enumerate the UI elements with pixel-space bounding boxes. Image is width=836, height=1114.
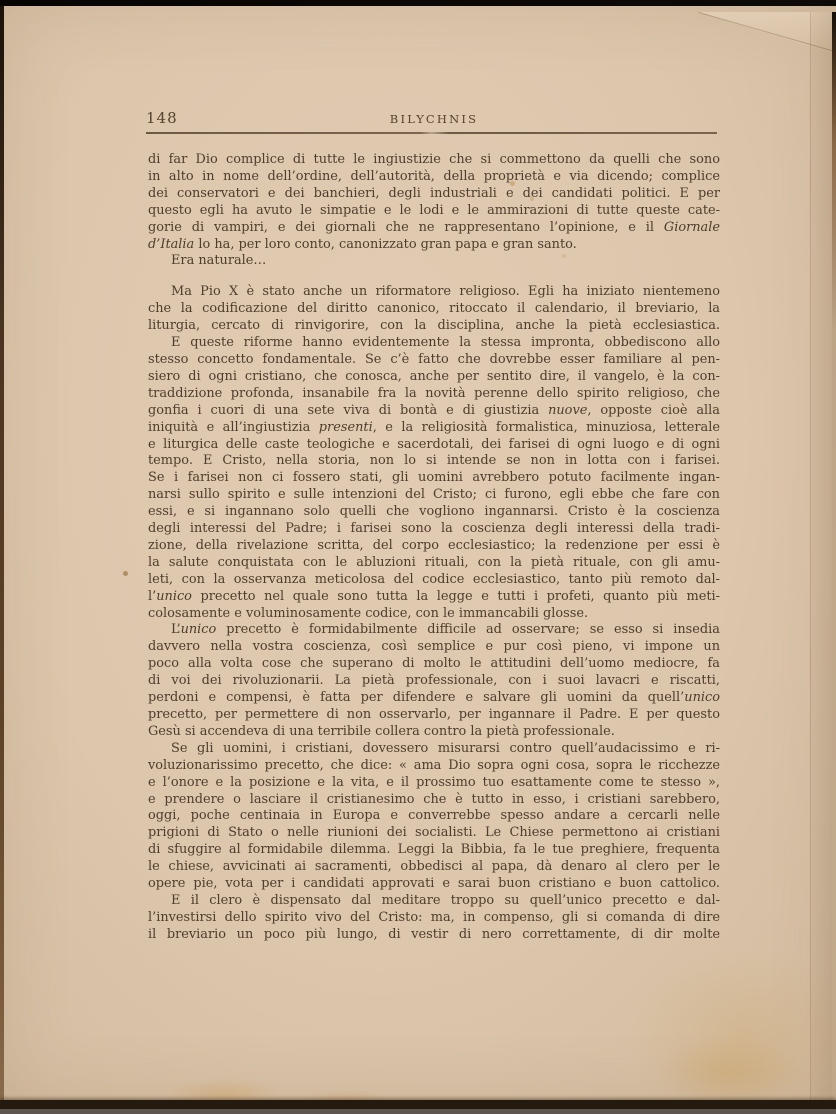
text-line bbox=[148, 724, 720, 741]
text-segment: di voi dei rivoluzionarii. La pietà professionale, con i suoi lavacri e riscatti, bbox=[148, 673, 720, 689]
text-segment: stesso concetto fondamentale. Se c’è fatto che dovrebbe esser familiare al pen- bbox=[148, 351, 720, 367]
text-line bbox=[148, 775, 720, 792]
text-line bbox=[148, 403, 720, 420]
text-line bbox=[148, 284, 720, 301]
text-segment: narsi sullo spirito e sulle intenzioni del Cristo; ci furono, egli ebbe che fare con bbox=[148, 487, 720, 503]
text-line bbox=[148, 538, 720, 555]
text-segment: E queste riforme hanno evidentemente la stessa impronta, obbediscono allo bbox=[171, 335, 720, 351]
text-line bbox=[148, 487, 720, 504]
text-line bbox=[148, 237, 720, 254]
text-line bbox=[148, 589, 720, 606]
text-line bbox=[148, 606, 720, 623]
text-segment: perdoni e compensi, è fatta per difendere e salvare gli uomini da quell’ bbox=[148, 690, 685, 706]
text-line bbox=[148, 318, 720, 335]
text-segment: gonfia i cuori di una sete viva di bontà e di giustizia bbox=[148, 402, 549, 418]
text-line bbox=[148, 203, 720, 220]
text-line bbox=[148, 792, 720, 809]
text-line bbox=[148, 876, 720, 893]
text-line bbox=[148, 186, 720, 203]
text-line bbox=[148, 690, 720, 707]
italic-text: unico bbox=[156, 588, 192, 604]
text-line bbox=[148, 152, 720, 169]
text-segment: e prendere o lasciare il cristianesimo che è tutto in esso, i cristiani sarebbero, bbox=[148, 791, 720, 807]
text-segment: oggi, poche centinaia in Europa e converrebbe spesso andare a cercarli nelle bbox=[148, 808, 720, 824]
text-segment: l’investirsi dello spirito vivo del Cristo: ma, in compenso, gli si comanda di dire bbox=[148, 909, 720, 925]
scan-background-top bbox=[0, 0, 836, 6]
text-segment: L’ bbox=[171, 622, 181, 638]
text-line bbox=[148, 220, 720, 237]
text-line bbox=[148, 521, 720, 538]
italic-text: d’Italia bbox=[148, 236, 195, 252]
text-segment: davvero nella vostra coscienza, così semplice e pur così pieno, vi impone un bbox=[148, 639, 720, 655]
margin-dot-mark bbox=[123, 571, 128, 576]
text-segment: Gesù si accendeva di una terribile collera contro la pietà professionale. bbox=[148, 723, 615, 739]
text-line bbox=[148, 741, 720, 758]
text-line bbox=[148, 639, 720, 656]
text-line bbox=[148, 504, 720, 521]
text-segment: lo ha, per loro conto, canonizzato gran papa e gran santo. bbox=[194, 236, 577, 252]
text-segment: dei conservatori e dei banchieri, degli industriali e dei candidati politici. E per bbox=[148, 185, 720, 201]
text-segment: degli interessi del Padre; i farisei sono la coscienza degli interessi della tradi- bbox=[148, 521, 720, 537]
text-segment: di far Dio complice di tutte le ingiustizie che si commettono da quelli che sono bbox=[148, 152, 720, 167]
text-segment: poco alla volta cose che superano di molto le attitudini dell’uomo mediocre, fa bbox=[148, 656, 720, 672]
text-segment: iniquità e all’ingiustizia bbox=[148, 419, 319, 435]
text-line bbox=[148, 859, 720, 876]
text-segment: Se gli uomini, i cristiani, dovessero misurarsi contro quell’audacissimo e ri- bbox=[171, 740, 720, 756]
text-line bbox=[148, 301, 720, 318]
text-segment: tempo. E Cristo, nella storia, non lo si intende se non in lotta con i farisei. bbox=[148, 453, 720, 469]
text-segment: traddizione profonda, insanabile fra la novità perenne dello spirito religioso, che bbox=[148, 385, 720, 401]
text-segment: prigioni di Stato o nelle riunioni dei socialisti. Le Chiese permettono ai cristiani bbox=[148, 825, 720, 841]
foxing-stain bbox=[654, 1036, 804, 1106]
text-line bbox=[148, 470, 720, 487]
text-line bbox=[148, 808, 720, 825]
text-line bbox=[148, 927, 720, 944]
text-line bbox=[148, 707, 720, 724]
italic-text: unico bbox=[180, 622, 217, 638]
text-line bbox=[148, 673, 720, 690]
text-segment: voluzionarissimo precetto, che dice: « ama Dio sopra ogni cosa, sopra le ricchezze bbox=[148, 757, 720, 773]
text-segment: e l’onore e la posizione e la vita, e il prossimo tuo esattamente come te stesso », bbox=[148, 774, 720, 790]
text-segment: le chiese, avvicinati ai sacramenti, obbedisci al papa, dà denaro al clero per le bbox=[148, 859, 720, 875]
text-line bbox=[148, 352, 720, 369]
text-line bbox=[148, 253, 720, 270]
header-rule bbox=[146, 132, 717, 134]
text-segment: opere pie, vota per i candidati approvati e sarai buon cristiano e buon cattolico. bbox=[148, 876, 720, 892]
text-line bbox=[148, 910, 720, 927]
left-page-edge bbox=[0, 6, 4, 1104]
text-segment: siero di ogni cristiano, che conosca, anche per sentito dire, il vangelo, è la con- bbox=[148, 368, 720, 384]
right-edge-shade bbox=[811, 12, 832, 1106]
text-segment: precetto nel quale sono tutta la legge e tutti i profeti, quanto più meti- bbox=[191, 588, 720, 604]
text-segment: di sfuggire al formidabile dilemma. Leggi la Bibbia, fa le tue preghiere, frequenta bbox=[148, 842, 720, 858]
scan-background-bottom bbox=[0, 1109, 836, 1114]
text-segment: liturgia, cercato di rinvigorire, con la disciplina, anche la pietà ecclesiastica. bbox=[148, 318, 720, 334]
text-line bbox=[148, 555, 720, 572]
text-segment: E il clero è dispensato dal meditare troppo su quell’unico precetto e dal- bbox=[171, 892, 720, 908]
text-segment: l’ bbox=[148, 588, 157, 604]
text-line bbox=[148, 420, 720, 437]
text-segment: Ma Pio X è stato anche un riformatore religioso. Egli ha iniziato nientemeno bbox=[171, 284, 720, 300]
text-segment: essi, e si ingannano solo quelli che vogliono ingannarsi. Cristo è la coscienza bbox=[148, 504, 720, 520]
text-line bbox=[148, 842, 720, 859]
text-segment: Se i farisei non ci fossero stati, gli uomini avrebbero potuto facilmente ingan- bbox=[148, 470, 720, 486]
text-segment: e liturgica delle caste teologiche e sacerdotali, dei farisei di ogni luogo e di ogni bbox=[148, 436, 720, 452]
text-line bbox=[148, 893, 720, 910]
italic-text: Giornale bbox=[663, 219, 720, 235]
italic-text: nuove bbox=[548, 402, 588, 418]
text-segment: che la codificazione del diritto canonico, ritoccato il calendario, il breviario, la bbox=[148, 301, 720, 317]
right-page-edge bbox=[832, 12, 836, 1106]
text-segment: Era naturale… bbox=[171, 253, 267, 269]
text-line bbox=[148, 758, 720, 775]
text-segment: , e la religiosità formalistica, minuziosa, letterale bbox=[372, 419, 720, 435]
text-segment: questo egli ha avuto le simpatie e le lodi e le ammirazioni di tutte queste cate- bbox=[148, 202, 720, 218]
text-segment: la salute conquistata con le abluzioni rituali, con la pietà rituale, con gli amu- bbox=[148, 554, 720, 570]
bottom-page-edge bbox=[0, 1100, 836, 1109]
text-line bbox=[148, 622, 720, 639]
italic-text: presenti bbox=[318, 419, 373, 435]
text-line bbox=[148, 369, 720, 386]
text-segment: leti, con la osservanza meticolosa del codice ecclesiastico, tanto più remoto dal- bbox=[148, 571, 720, 587]
text-segment: zione, della rivelazione scritta, del corpo ecclesiastico; la redenzione per essi è bbox=[148, 537, 720, 553]
text-segment: colosamente e voluminosamente codice, con le immancabili glosse. bbox=[148, 605, 589, 621]
foxing-stain bbox=[624, 946, 836, 1114]
text-line bbox=[148, 453, 720, 470]
book-page-paper bbox=[4, 6, 836, 1100]
text-segment: precetto è formidabilmente difficile ad osservare; se esso si insedia bbox=[216, 622, 720, 638]
text-line bbox=[148, 656, 720, 673]
text-block bbox=[148, 152, 720, 944]
text-line bbox=[148, 169, 720, 186]
text-segment: , opposte cioè alla bbox=[587, 402, 720, 418]
text-segment: il breviario un poco più lungo, di vestir di nero correttamente, di dir molte bbox=[148, 926, 720, 942]
text-segment: precetto, per permettere di non osservarlo, per ingannare il Padre. E per questo bbox=[148, 707, 720, 722]
text-line bbox=[148, 825, 720, 842]
text-line bbox=[148, 335, 720, 352]
text-segment: in alto in nome dell’ordine, dell’autorità, della proprietà e via dicendo; complice bbox=[148, 168, 720, 184]
text-line bbox=[148, 572, 720, 589]
page-number: 148 bbox=[146, 109, 178, 127]
text-line bbox=[148, 386, 720, 403]
italic-text: unico bbox=[684, 690, 720, 706]
journal-title: BILYCHNIS bbox=[389, 112, 479, 126]
text-line bbox=[148, 437, 720, 454]
text-segment: gorie di vampiri, e dei giornali che ne rappresentano l’opinione, e il bbox=[148, 219, 664, 235]
